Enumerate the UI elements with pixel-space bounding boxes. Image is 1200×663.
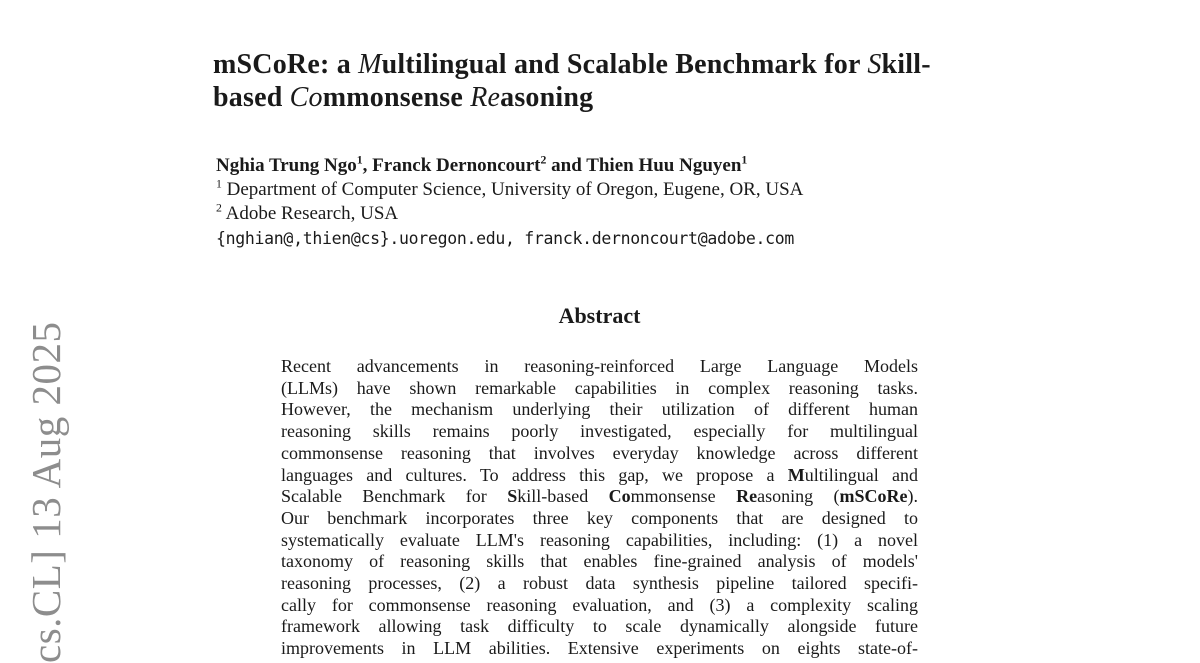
author-names: Nghia Trung Ngo$^1$, Franck Dernoncourt$^2$ and Thien Huu Nguyen$^1$ (216, 153, 748, 176)
text-line: framework allowing task difficulty to scale dynamically alongside future (281, 616, 918, 637)
paper-title (213, 48, 1023, 114)
affiliation-1: $^1$ Department of Computer Science, University of Oregon, Eugene, OR, USA (216, 177, 804, 200)
text-line: Scalable Benchmark for Skill-based Commonsense Reasoning (mSCoRe). (281, 486, 918, 507)
text-line: mSCoRe: a Multilingual and Scalable Benchmark for Skill- (213, 49, 931, 80)
abstract-body (281, 356, 918, 660)
text-line: (LLMs) have shown remarkable capabilities in complex reasoning tasks. (281, 377, 918, 398)
text-line: Our benchmark incorporates three key components that are designed to (281, 507, 918, 528)
text-line: based Commonsense Reasoning (213, 82, 594, 113)
text-line: commonsense reasoning that involves everyday knowledge across different (281, 442, 918, 463)
text-line: languages and cultures. To address this gap, we propose a Multilingual and (281, 464, 918, 485)
affiliation-2: $^2$ Adobe Research, USA (216, 201, 399, 224)
arxiv-watermark: cs.CL] 13 Aug 2025 (23, 321, 69, 663)
text-line: However, the mechanism underlying their utilization of different human (281, 399, 918, 420)
text-line: cally for commonsense reasoning evaluation, and (3) a complexity scaling (281, 594, 918, 615)
text-line: reasoning skills remains poorly investigated, especially for multilingual (281, 421, 918, 442)
abstract-heading: Abstract (558, 303, 641, 328)
text-line: reasoning processes, (2) a robust data synthesis pipeline tailored specifi- (281, 573, 918, 594)
author-block (216, 154, 936, 250)
text-line: taxonomy of reasoning skills that enables fine-grained analysis of models' (281, 551, 918, 572)
text-line: Recent advancements in reasoning-reinforced Large Language Models (281, 356, 918, 376)
text-line: improvements in LLM abilities. Extensive experiments on eights state-of- (281, 638, 918, 659)
text-line: systematically evaluate LLM's reasoning capabilities, including: (1) a novel (281, 529, 918, 550)
author-emails: {nghian@,thien@cs}.uoregon.edu, franck.dernoncourt@adobe.com (216, 229, 795, 248)
